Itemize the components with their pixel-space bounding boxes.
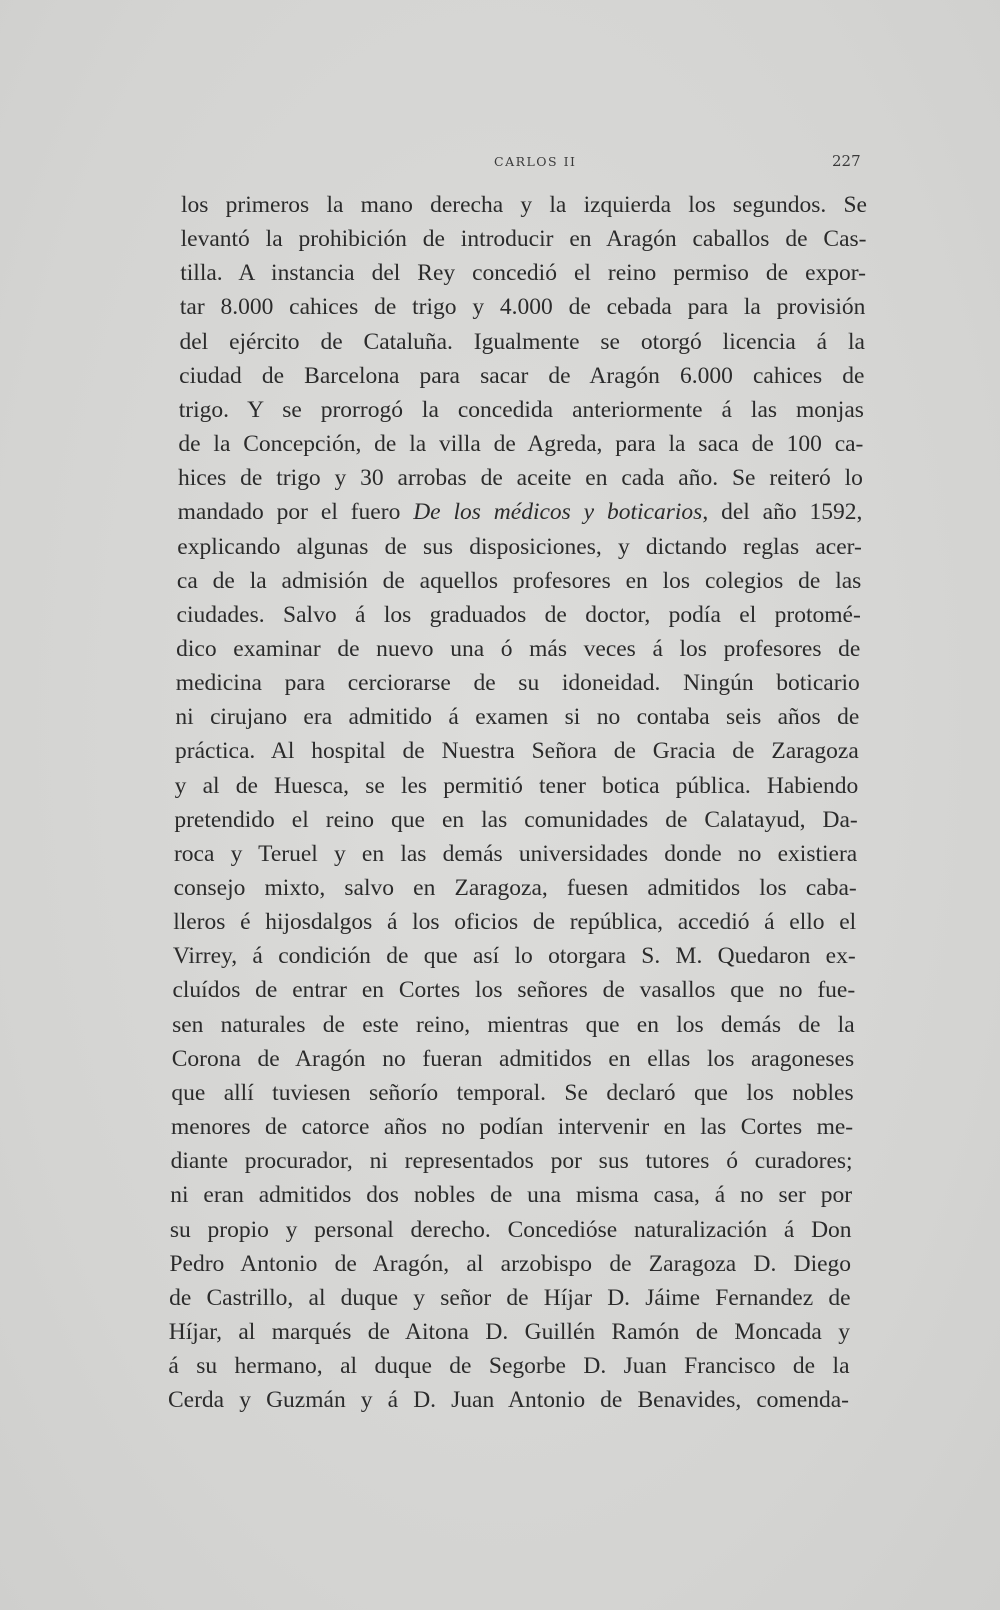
text-line: ni cirujano era admitido á examen si no contaba seis años de	[175, 704, 860, 731]
text-line: mandado por el fuero De los médicos y boticarios, del año 1592,	[177, 499, 863, 526]
text-line: cluídos de entrar en Cortes los señores de vasallos que no fue-	[172, 977, 856, 1004]
text-line: que allí tuviesen señorío temporal. Se declaró que los nobles	[171, 1079, 854, 1106]
text-line: tilla. A instancia del Rey concedió el reino permiso de expor-	[180, 260, 866, 287]
text-line: menores de catorce años no podían intervenir en las Cortes me-	[170, 1114, 854, 1141]
text-line: ciudad de Barcelona para sacar de Aragón 6.000 cahices de	[179, 362, 865, 389]
text-line: levantó la prohibición de introducir en Aragón caballos de Cas-	[180, 226, 867, 253]
text-line: Cerda y Guzmán y á D. Juan Antonio de Benavides, comenda-	[168, 1387, 849, 1414]
running-title: CARLOS II	[494, 154, 577, 169]
text-line: ni eran admitidos dos nobles de una misma casa, á no ser por	[170, 1182, 853, 1209]
text-line: práctica. Al hospital de Nuestra Señora de Gracia de Zaragoza	[175, 738, 859, 765]
text-line: su propio y personal derecho. Concedióse naturalización á Don	[169, 1216, 852, 1243]
text-line: y al de Huesca, se les permitió tener botica pública. Habiendo	[174, 772, 859, 799]
text-line: Corona de Aragón no fueran admitidos en ellas los aragoneses	[171, 1045, 855, 1072]
text-line: del ejército de Cataluña. Igualmente se otorgó licencia á la	[179, 328, 865, 355]
text-line: á su hermano, al duque de Segorbe D. Juan Francisco de la	[168, 1353, 850, 1380]
running-head	[0, 154, 1000, 174]
text-line: ciudades. Salvo á los graduados de doctor, podía el protomé-	[176, 601, 861, 628]
text-line: hices de trigo y 30 arrobas de aceite en cada año. Se reiteró lo	[178, 465, 863, 492]
text-line: medicina para cerciorarse de su idoneidad. Ningún boticario	[175, 670, 860, 697]
text-line: consejo mixto, salvo en Zaragoza, fuesen admitidos los caba-	[173, 875, 857, 901]
text-line: sen naturales de este reino, mientras que en los demás de la	[172, 1011, 855, 1038]
text-line: Virrey, á condición de que así lo otorgara S. M. Quedaron ex-	[172, 943, 856, 970]
text-line: explicando algunas de sus disposiciones, y dictando reglas acer-	[177, 533, 862, 560]
text-line: tar 8.000 cahices de trigo y 4.000 de cebada para la provisión	[179, 294, 866, 321]
page-number: 227	[832, 152, 861, 170]
text-line: ca de la admisión de aquellos profesores en los colegios de las	[176, 567, 862, 594]
text-line: roca y Teruel y en las demás universidades donde no existiera	[173, 840, 858, 867]
text-line: lleros é hijosdalgos á los oficios de república, accedió á ello el	[173, 909, 857, 936]
text-line: de Castrillo, al duque y señor de Híjar D. Jáime Fernandez de	[169, 1284, 851, 1311]
text-line: trigo. Y se prorrogó la concedida anteriormente á las monjas	[178, 396, 864, 423]
text-line: pretendido el reino que en las comunidades de Calatayud, Da-	[174, 806, 858, 833]
text-line: de la Concepción, de la villa de Agreda, para la saca de 100 ca-	[178, 431, 864, 458]
text-line: Pedro Antonio de Aragón, al arzobispo de Zaragoza D. Diego	[169, 1250, 852, 1277]
italic-phrase: De los médicos y boticarios	[413, 499, 703, 526]
text-line: diante procurador, ni representados por sus tutores ó curadores;	[170, 1148, 853, 1175]
text-line: Híjar, al marqués de Aitona D. Guillén Ramón de Moncada y	[168, 1318, 851, 1345]
text-line: dico examinar de nuevo una ó más veces á los profesores de	[176, 635, 861, 662]
text-line: los primeros la mano derecha y la izquierda los segundos. Se	[181, 192, 867, 218]
